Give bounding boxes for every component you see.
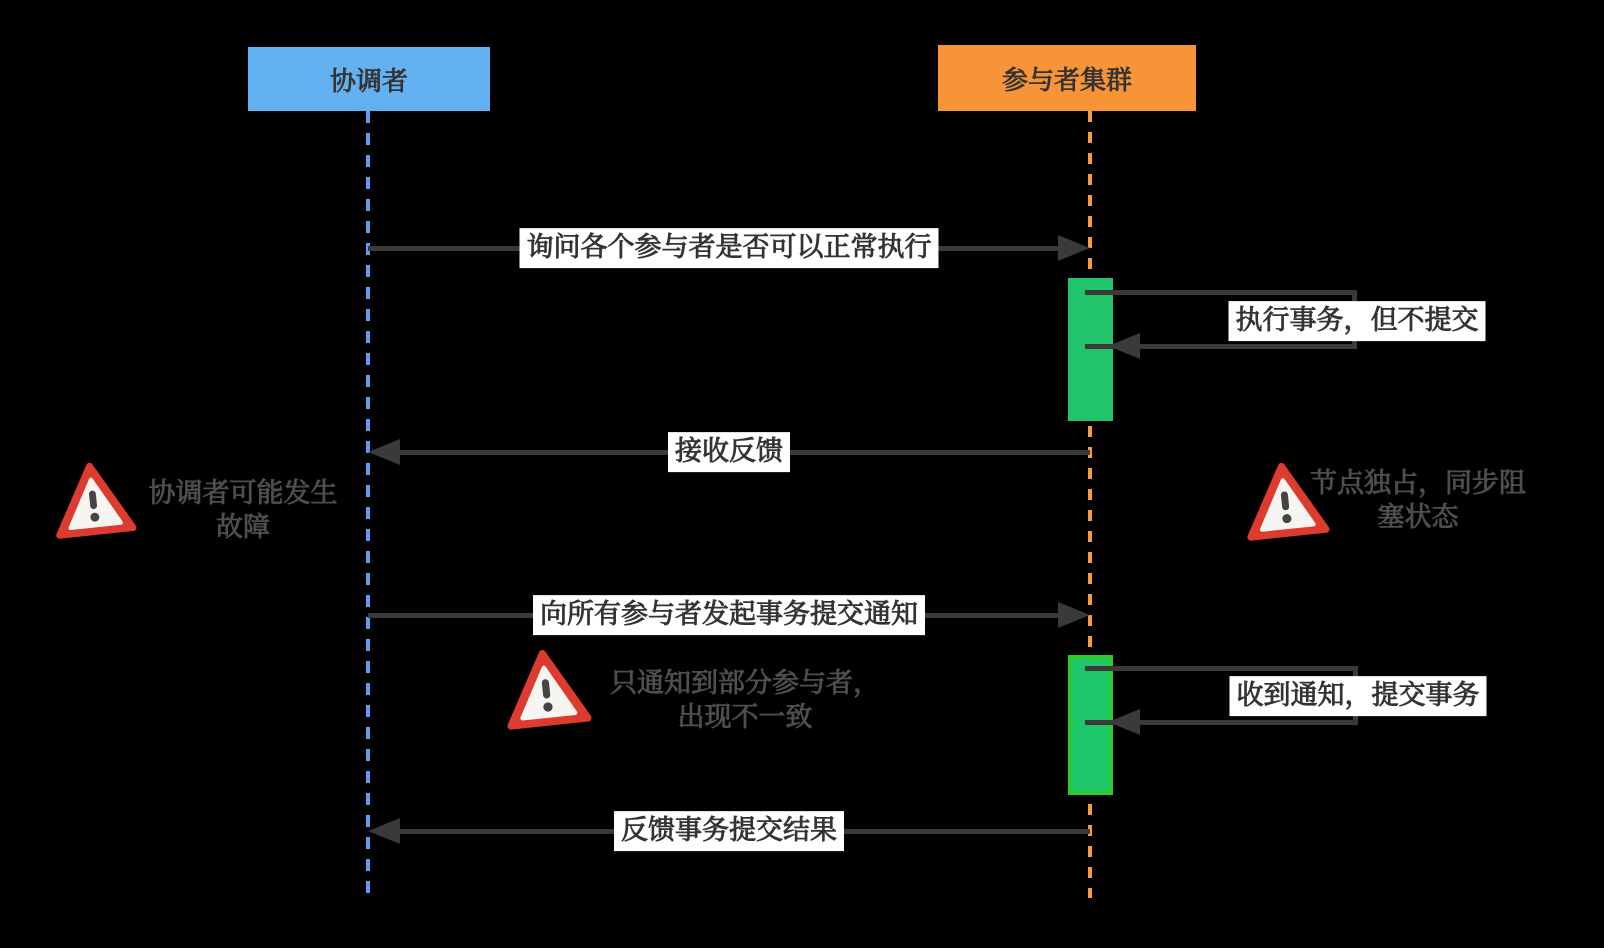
arrow-feedback-head-icon xyxy=(368,439,400,465)
message-label-commit-transaction: 收到通知，提交事务 xyxy=(1230,676,1487,716)
warning-text-line: 故障 xyxy=(216,512,270,542)
warning-text-coordinator-failure xyxy=(149,476,338,544)
message-label-commit-result: 反馈事务提交结果 xyxy=(614,811,844,851)
warning-text-line: 节点独占，同步阻 xyxy=(1310,468,1526,498)
warning-triangle-icon xyxy=(498,637,593,740)
message-label-commit-request: 向所有参与者发起事务提交通知 xyxy=(533,595,925,635)
warning-text-sync-blocking xyxy=(1310,466,1526,534)
message-label-execute-no-commit: 执行事务，但不提交 xyxy=(1229,301,1486,341)
actor-coordinator-label: 协调者 xyxy=(329,65,408,96)
actor-coordinator-box xyxy=(248,47,490,111)
arrow-commit-result-head-icon xyxy=(368,818,400,844)
warning-text-inconsistency xyxy=(610,666,880,734)
actor-participants-label: 参与者集群 xyxy=(1001,64,1132,95)
arrow-prepare-request-head-icon xyxy=(1058,235,1090,261)
warning-text-line: 协调者可能发生 xyxy=(148,478,338,508)
message-label-prepare-request: 询问各个参与者是否可以正常执行 xyxy=(520,228,939,268)
warning-text-line: 出现不一致 xyxy=(677,702,813,732)
warning-text-line: 塞状态 xyxy=(1377,502,1459,532)
coordinator-lifeline xyxy=(366,111,370,898)
self-message-arrowhead-1-icon xyxy=(1108,333,1140,359)
warning-triangle-icon xyxy=(47,448,138,551)
arrow-commit-request-head-icon xyxy=(1058,602,1090,628)
message-label-feedback: 接收反馈 xyxy=(668,432,790,472)
warning-text-line: 只通知到部分参与者， xyxy=(610,668,880,698)
self-message-arrowhead-2-icon xyxy=(1108,709,1140,735)
actor-participants-box xyxy=(938,45,1196,111)
